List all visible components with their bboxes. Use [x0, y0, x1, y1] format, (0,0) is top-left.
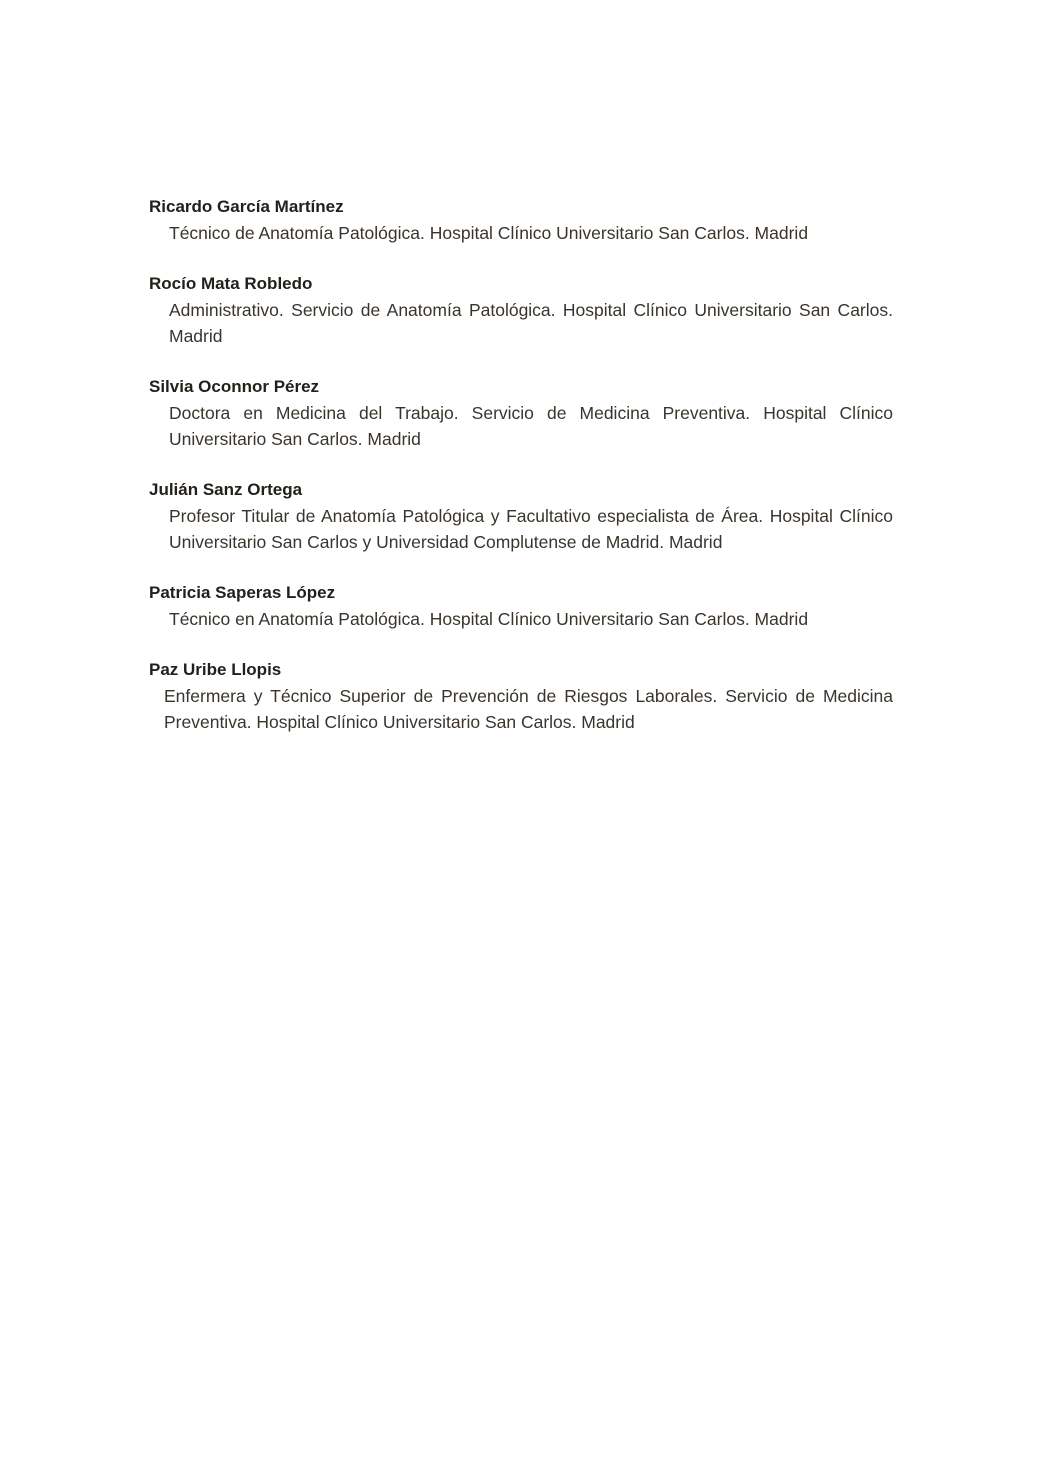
- contributor-entry: [149, 374, 893, 452]
- contributor-name: Rocío Mata Robledo: [149, 274, 313, 293]
- contributors-list: [149, 194, 893, 760]
- contributor-affiliation: Técnico en Anatomía Patológica. Hospital Clínico Universitario San Carlos. Madrid: [169, 609, 809, 629]
- contributor-name: Patricia Saperas López: [149, 583, 336, 602]
- contributor-affiliation: Profesor Titular de Anatomía Patológica y Facultativo especialista de Área. Hospital Clínico Universitario San Carlos y Universidad Complutense de Madrid. Madrid: [169, 506, 893, 552]
- contributor-entry: [149, 657, 893, 735]
- contributor-name: Silvia Oconnor Pérez: [149, 377, 320, 396]
- contributor-affiliation: Enfermera y Técnico Superior de Prevención de Riesgos Laborales. Servicio de Medicina Preventiva. Hospital Clínico Universitario San Carlos. Madrid: [164, 686, 893, 732]
- contributor-name: Paz Uribe Llopis: [149, 660, 282, 679]
- contributor-affiliation: Técnico de Anatomía Patológica. Hospital Clínico Universitario San Carlos. Madrid: [169, 223, 809, 243]
- contributor-name: Ricardo García Martínez: [149, 197, 344, 216]
- contributor-entry: [149, 194, 893, 246]
- contributor-entry: [149, 477, 893, 555]
- contributor-affiliation: Doctora en Medicina del Trabajo. Servicio de Medicina Preventiva. Hospital Clínico Universitario San Carlos. Madrid: [169, 403, 893, 449]
- contributor-entry: [149, 580, 893, 632]
- contributor-entry: [149, 271, 893, 349]
- contributor-name: Julián Sanz Ortega: [149, 480, 303, 499]
- contributor-affiliation: Administrativo. Servicio de Anatomía Patológica. Hospital Clínico Universitario San Carlos. Madrid: [169, 300, 893, 346]
